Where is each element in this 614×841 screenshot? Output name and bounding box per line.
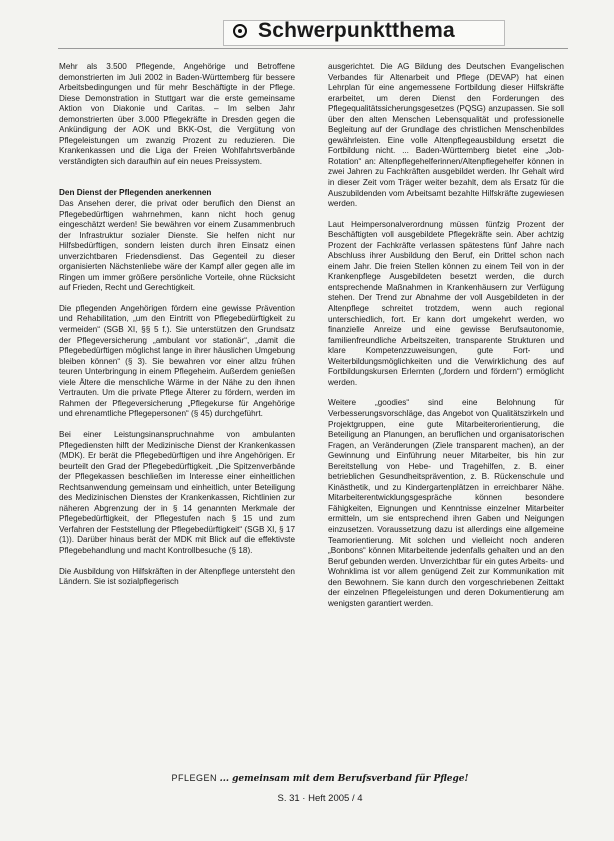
footer-brand xyxy=(60,773,580,784)
target-icon xyxy=(233,24,247,38)
brand-slogan: ... gemeinsam mit dem Berufsverband für Pflege! xyxy=(219,774,469,784)
section-heading: Den Dienst der Pflegenden anerkennen xyxy=(59,188,212,198)
left-column xyxy=(59,62,295,598)
body-paragraph: Bei einer Leistungsinanspruchnahme von ambulanten Pflegediensten hilft der Medizinische Dienst der Krankenkassen (MDK). Er berät die Pflegebedürftigen und ihre Angehörigen. Er beurteilt den Grad der Pflegebedürftigkeit. „Die Spitzenverbände der Pflegekassen beschließen im Interesse einer einheitlichen Rechtsanwendung gemeinsam und einheitlich, unter Beteiligung des Medizinischen Dienstes der Krankenkassen, Richtlinien zur näheren Abgrenzung der in § 14 genannten Merkmale der Pflegebedürftigkeit, der Pflegestufen nach § 15 und zum Verfahren der Feststellung der Pflegebedürftigkeit“ (SGB XI, § 17 (1)). Darüber hinaus berät der MDK mit Blick auf die effektivste Pflegebehandlung und macht Kontrollbesuche (§ 18). xyxy=(59,429,295,555)
right-column xyxy=(328,62,564,619)
body-paragraph: Das Ansehen derer, die privat oder beruflich den Dienst an Pflegebedürftigen wahrnehmen, kann nicht hoch genug eingeschätzt werden! Sie bewähren vor einem Zusammenbruch der Infrastruktur sozialer Dienste. Sie helfen nicht nur Hilfsbedürftigen, sondern leisten durch ihren Einsatz einen unverzichtbaren Friedensdienst. Das Gegenteil zu dieser organisierten Nächstenliebe wäre der Kampf aller gegen alle im Ringen um immer größere persönliche Vorteile, ohne Rücksicht auf Frieden, Recht und Gerechtigkeit. xyxy=(59,199,295,293)
body-paragraph: Weitere „goodies“ sind eine Belohnung für Verbesserungsvorschläge, das Angebot von Qualitätszirkeln und Projektgruppen, eine gute Mitarbeiterorientierung, die Beteiligung an Planungen, an beruflichen und organisatorischen Fragen, an Veränderungen (Ziele transparent machen), an der Gewinnung und Einführung neuer Mitarbeiter, bis hin zur Bereitstellung von Hebe- und Tragehilfen, z. B. einer betrieblichen Gesundheitsprävention, z. B. Rückenschule und Kinästhetik, und zu Kindergartenplätzen in erreichbarer Nähe. Mitarbeiterentwicklungsgespräche können besondere Fähigkeiten, Eignungen und Kenntnisse einzelner Mitarbeiter ermitteln, um sie entsprechend ihren Gaben und Neigungen einzusetzen. Voraussetzung dazu ist allerdings eine allgemeine Teamorientierung. Mit solchen und vielleicht noch anderen „Bonbons“ können Mitarbeitende jedenfalls gehalten und an den Beruf gebunden werden. Unverzichtbar für ein gutes Arbeits- und Wohnklima ist vor allem genügend Zeit zur Kommunikation mit den Bewohnern. Sie kann durch den vorgeschriebenen Zeittakt der einzelnen Pflegeleistungen und deren Dokumentierung am wenigsten garantiert werden. xyxy=(328,398,564,608)
section-spacer xyxy=(59,177,295,188)
intro-paragraph: Mehr als 3.500 Pflegende, Angehörige und Betroffene demonstrierten im Juli 2002 in Baden-Württemberg für bessere Arbeitsbedingungen und für mehr Beschäftigte in der Pflege. Diese Demonstration in Stuttgart war die erste gemeinsame Aktion von Diakonie und Caritas. – Im selben Jahr demonstrierten über 3.000 Pflegekräfte in Dresden gegen die Ankündigung der AOK und BKK-Ost, die Vergütung von Pflegeleistungen um zwanzig Prozent zu reduzieren. Die Krankenkassen und die Liga der Freien Wohlfahrtsverbände verständigten sich daraufhin auf ein neues Preissystem. xyxy=(59,62,295,166)
page-header xyxy=(58,18,568,54)
page-number: S. 31 · Heft 2005 / 4 xyxy=(277,793,363,804)
page-title: Schwerpunktthema xyxy=(258,19,455,42)
body-paragraph: Laut Heimpersonalverordnung müssen fünfzig Prozent der Beschäftigten voll ausgebildete Pflegekräfte sein. Aber achtzig Prozent der Fachkräfte verlassen spätestens fünf Jahre nach Abschluss ihrer Ausbildung den Beruf, ein Drittel schon nach einem Jahr. Die freien Stellen können zu einem Teil von in der Krankenpflege Ausgebildeten besetzt werden, die durch entsprechende Maßnahmen in Krankenhäusern zur Verfügung stehen. Der Trend zur Abnahme der voll Ausgebildeten in der Altenpflege schreitet trotzdem, wenn auch regional unterschiedlich, fort. Er kann dort umgekehrt werden, wo finanzielle Anreize und eine gewisse Berufsautonomie, familienfreundliche Arbeitszeiten, transparente Strukturen und klare Kompetenzzuweisungen, gute Fort- und Weiterbildungsmöglichkeiten und die Verwirklichung des auf Fortbildungskursen Erlernten („fordern und fördern“) ermöglicht werden. xyxy=(328,219,564,387)
body-paragraph: Die pflegenden Angehörigen fördern eine gewisse Prävention und Rehabilitation, „um den Eintritt von Pflegebedürftigkeit zu vermeiden“ (SGB XI, §§ 5 f.). Sie unterstützen den Grundsatz der Pflegeversicherung „ambulant vor stationär“, „damit die Pflegebedürftigen möglichst lange in ihrer häuslichen Umgebung bleiben können“ (§ 3). Sie bewahren vor einer allzu frühen teuren Unterbringung in einem Pflegeheim. Außerdem genießen viele Ältere die menschliche Wärme in der Nähe zu den ihnen Vertrauten. Um die private Pflege Älterer zu fördern, werden im Rahmen der Pflegeversicherung „Pflegekurse für Angehörige und ehrenamtliche Pflegepersonen“ (§ 45) durchgeführt. xyxy=(59,303,295,419)
brand-name: PFLEGEN xyxy=(171,773,218,783)
body-paragraph: Die Ausbildung von Hilfskräften in der Altenpflege untersteht den Ländern. Sie ist sozialpflegerisch xyxy=(59,566,295,587)
header-rule xyxy=(58,48,568,49)
body-paragraph: ausgerichtet. Die AG Bildung des Deutschen Evangelischen Verbandes für Altenarbeit und Pflege (DEVAP) hat einen Lehrplan für eine angemessene Fortbildung dieser Hilfskräfte erarbeitet, um deren Dienst den Forderungen des Pflegequalitätssicherungsgesetzes (PQSG) anzupassen. Sie soll über den alten Menschen Lebensqualität und professionelle Begleitung auf der Grundlage des christlichen Menschenbildes gewährleisten. Eine volle Altenpflegeausbildung ersetzt die Fortbildung nicht. ... Baden-Württemberg bietet eine „Job-Rotation“ an: Altenpflegehelferinnen/Altenpflegehelfer können in zwei Jahren zu Fachkräften ausgebildet werden. Ihr Gehalt wird in dieser Zeit vom Träger weiter bezahlt, dem als Ersatz für die Auszubildenden vom Arbeitsamt bezahlte Hilfskräfte zugewiesen werden. xyxy=(328,62,564,209)
